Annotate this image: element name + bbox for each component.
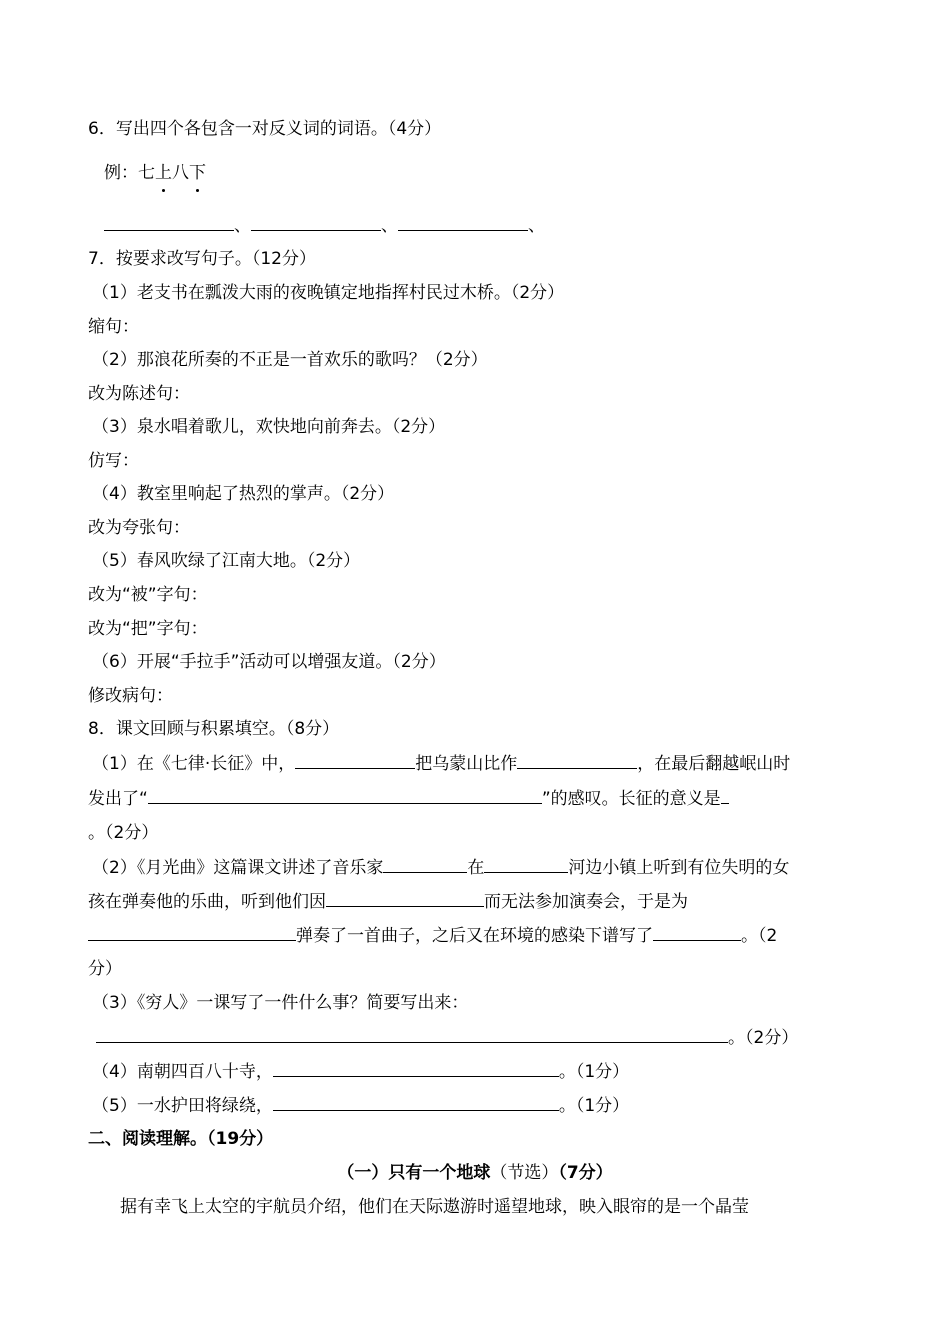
q8-text: （1）在《七律·长征》中， (92, 754, 296, 774)
answer-blank[interactable] (484, 856, 568, 873)
q7-item-4: （4）教室里响起了热烈的掌声。（2分） (92, 484, 395, 504)
reading-paragraph: 据有幸飞上太空的宇航员介绍，他们在天际遨游时遥望地球，映入眼帘的是一个晶莹 (120, 1197, 749, 1217)
q8-item-3: （3）《穷人》一课写了一件什么事？简要写出来： (92, 993, 469, 1013)
answer-blank[interactable] (721, 787, 729, 804)
example-label: 例：七 (104, 163, 155, 183)
q8-text: ，在最后翻越岷山时 (637, 754, 791, 774)
q8-item-4 (92, 1060, 629, 1083)
q7-title: 7．按要求改写句子。（12分） (88, 249, 316, 269)
answer-blank[interactable] (517, 752, 637, 769)
q8-title: 8．课文回顾与积累填空。（8分） (88, 719, 340, 739)
answer-blank[interactable] (295, 752, 415, 769)
answer-blank[interactable] (251, 214, 381, 231)
q6-blanks (104, 214, 545, 237)
answer-blank[interactable] (653, 924, 741, 941)
subtitle-note: （节选） (490, 1163, 559, 1183)
answer-blank[interactable] (398, 214, 528, 231)
q8-text: 。（2 (741, 926, 778, 946)
q7-item-2: （2）那浪花所奏的不正是一首欢乐的歌吗？（2分） (92, 350, 488, 370)
q7-label-3: 仿写： (88, 451, 139, 471)
q8-text: 弹奏了一首曲子，之后又在环境的感染下谱写了 (296, 926, 653, 946)
q7-label-4: 改为夸张句： (88, 518, 190, 538)
answer-blank[interactable] (273, 1094, 559, 1111)
q8-text: 发出了“ (88, 789, 148, 809)
q8-item-2-line1 (92, 856, 789, 879)
q7-item-3: （3）泉水唱着歌儿，欢快地向前奔去。（2分） (92, 417, 446, 437)
q7-label-2: 改为陈述句： (88, 384, 190, 404)
q8-item-2-line4: 分） (88, 959, 122, 979)
q6-title: 6．写出四个各包含一对反义词的词语。（4分） (88, 119, 442, 139)
answer-blank[interactable] (383, 856, 467, 873)
example-char-ba: 八 (172, 163, 189, 183)
q6-example (104, 162, 206, 184)
q7-label-6: 修改病句： (88, 686, 173, 706)
q8-item-1-line3: 。（2分） (88, 823, 159, 843)
section2-title: 二、阅读理解。（19分） (88, 1129, 274, 1149)
q8-text: ”的感叹。长征的意义是 (541, 789, 721, 809)
q8-text: （2）《月光曲》这篇课文讲述了音乐家 (92, 858, 384, 878)
q7-label-5b: 改为“把”字句： (88, 619, 208, 639)
q8-text: 在 (467, 858, 485, 878)
q8-text: 而无法参加演奏会，于是为 (484, 892, 688, 912)
q7-label-1: 缩句： (88, 317, 139, 337)
q8-item-1-line1 (92, 752, 790, 775)
answer-blank[interactable] (273, 1060, 559, 1077)
answer-blank[interactable] (104, 214, 234, 231)
q8-text: 。（1分） (558, 1062, 630, 1082)
subtitle-main: （一）只有一个地球 (337, 1163, 491, 1183)
separator: 、 (528, 216, 545, 236)
separator: 、 (234, 216, 251, 236)
q7-item-5: （5）春风吹绿了江南大地。（2分） (92, 551, 361, 571)
answer-blank[interactable] (88, 924, 296, 941)
q7-label-5a: 改为“被”字句： (88, 585, 208, 605)
q8-text: 。（1分） (558, 1096, 630, 1116)
q8-text: （4）南朝四百八十寺， (92, 1062, 273, 1082)
answer-blank[interactable] (148, 787, 542, 804)
subtitle-score: （7分） (558, 1163, 613, 1183)
q8-text: （5）一水护田将绿绕， (92, 1096, 273, 1116)
q8-text: 。（2分） (728, 1028, 799, 1048)
reading-subtitle (0, 1162, 950, 1184)
q8-text: 孩在弹奏他的乐曲，听到他们因 (88, 892, 326, 912)
q8-item-5 (92, 1094, 629, 1117)
example-char-shang: 上 (155, 163, 172, 183)
q8-text: 河边小镇上听到有位失明的女 (568, 858, 790, 878)
q8-item-2-line3 (88, 924, 777, 947)
q7-item-6: （6）开展“手拉手”活动可以增强友道。（2分） (92, 652, 446, 672)
q8-item-1-line2 (88, 787, 729, 810)
answer-blank[interactable] (326, 890, 484, 907)
separator: 、 (381, 216, 398, 236)
q8-item-2-line2 (88, 890, 688, 913)
answer-blank[interactable] (96, 1026, 728, 1043)
example-char-xia: 下 (189, 163, 206, 183)
q7-item-1: （1）老支书在瓢泼大雨的夜晚镇定地指挥村民过木桥。（2分） (92, 283, 565, 303)
q8-item-3-answer (96, 1026, 798, 1049)
q8-text: 把乌蒙山比作 (415, 754, 518, 774)
